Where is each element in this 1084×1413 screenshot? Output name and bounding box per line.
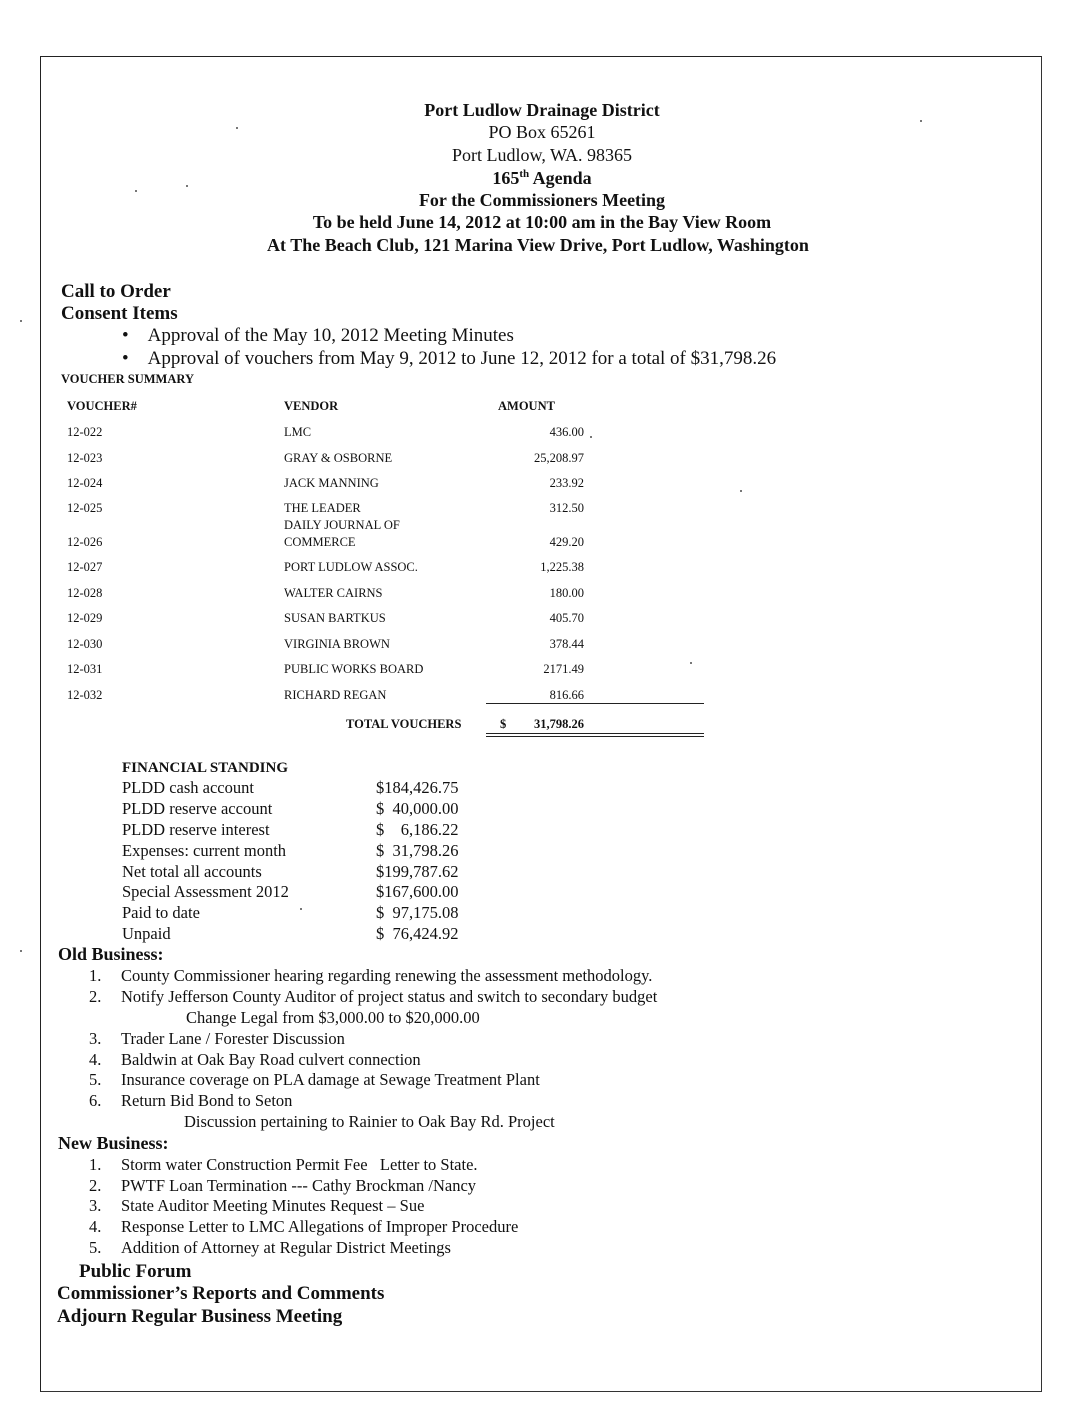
total-double-rule — [486, 733, 704, 737]
voucher-summary-title: VOUCHER SUMMARY — [61, 372, 194, 386]
scan-speck — [186, 185, 188, 187]
scan-speck — [135, 190, 137, 192]
scan-speck — [690, 662, 692, 664]
financial-standing-title: FINANCIAL STANDING — [122, 760, 288, 776]
new-business-heading: New Business: — [58, 1133, 169, 1153]
agenda-title: 165th Agenda — [492, 168, 592, 188]
consent-bullet: • Approval of vouchers from May 9, 2012 to June 12, 2012 for a total of $31,798.26 — [122, 348, 777, 369]
old-business-heading: Old Business: — [58, 944, 164, 964]
public-forum-heading: Public Forum — [79, 1261, 192, 1282]
meeting-time: To be held June 14, 2012 at 10:00 am in the Bay View Room — [312, 212, 772, 232]
commissioner-reports-heading: Commissioner’s Reports and Comments — [57, 1283, 385, 1304]
vendor-column-header: VENDOR — [284, 399, 339, 413]
meeting-location: At The Beach Club, 121 Marina View Drive, Port Ludlow, Washington — [267, 235, 809, 255]
total-vouchers-label: TOTAL VOUCHERS — [346, 717, 462, 731]
city-line: Port Ludlow, WA. 98365 — [452, 145, 632, 165]
call-to-order-heading: Call to Order — [61, 281, 171, 302]
total-vouchers-value: 31,798.26 — [534, 717, 584, 731]
total-rule — [486, 703, 704, 704]
scan-speck — [20, 950, 22, 952]
meeting-title: For the Commissioners Meeting — [418, 190, 666, 210]
scan-speck — [740, 490, 742, 492]
total-currency: $ — [500, 717, 507, 731]
scan-speck — [590, 436, 592, 438]
scan-speck — [300, 908, 302, 910]
consent-items-heading: Consent Items — [61, 303, 178, 324]
po-box: PO Box 65261 — [488, 122, 596, 142]
org-name: Port Ludlow Drainage District — [424, 100, 660, 120]
adjourn-heading: Adjourn Regular Business Meeting — [57, 1306, 343, 1327]
scan-speck — [236, 127, 238, 129]
scan-speck — [20, 320, 22, 322]
scan-speck — [920, 120, 922, 122]
voucher-column-header: VOUCHER# — [67, 399, 137, 413]
amount-column-header: AMOUNT — [498, 399, 555, 413]
consent-bullet: • Approval of the May 10, 2012 Meeting Minutes — [122, 325, 514, 346]
